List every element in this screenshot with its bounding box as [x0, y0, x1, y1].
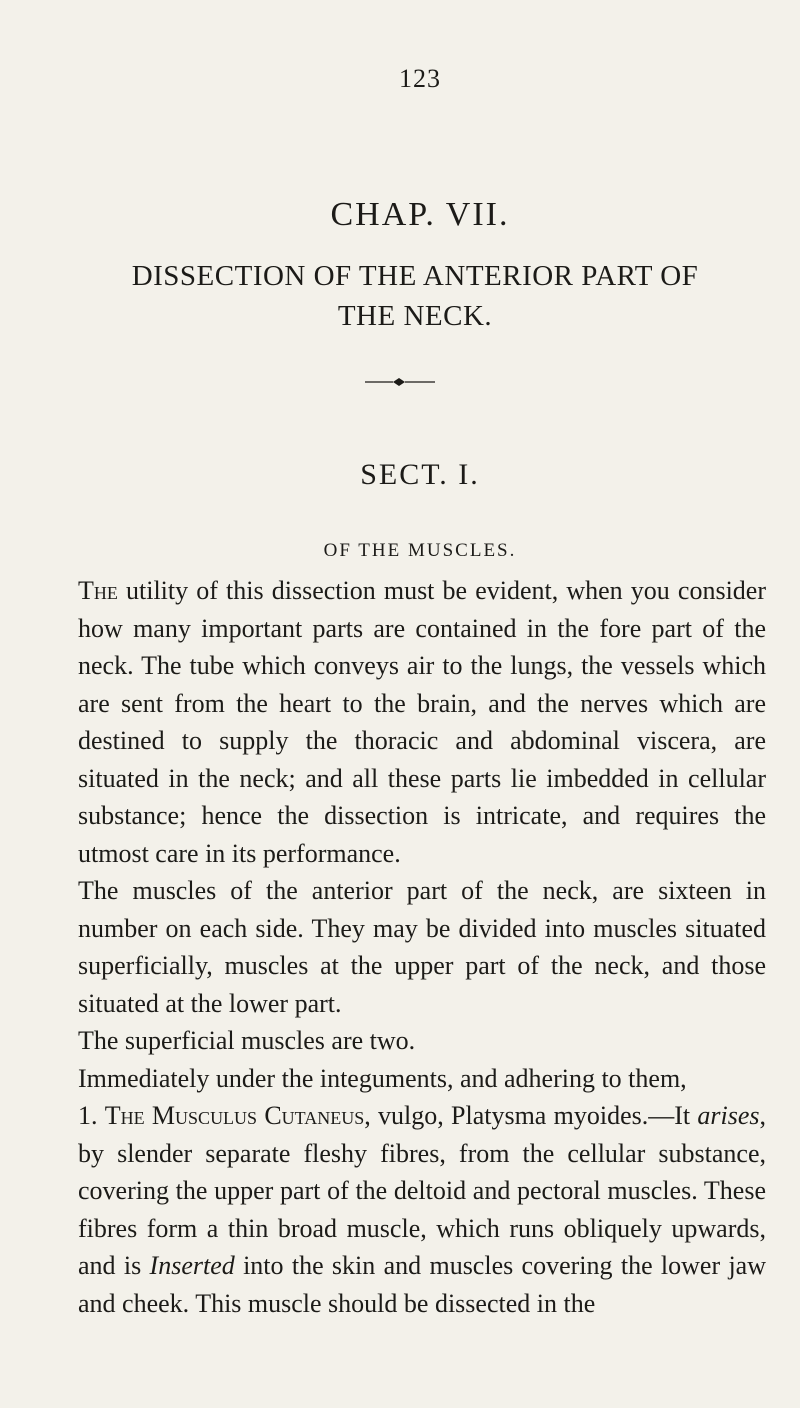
- paragraph-5-arises: arises: [697, 1101, 760, 1130]
- paragraph-1-text: utility of this dissection must be evident, when you consider how many important parts are contained in the fore part of the neck. The tube which conveys air to the lungs, the vessels which are sent from the heart to the brain, and the nerves which are destined to supply the thoracic and abdominal viscera, are situated in the neck; and all these parts lie imbedded in cellular substance; hence the dissection is intricate, and requires the utmost care in its performance.: [78, 576, 766, 868]
- chapter-title-line-2: THE NECK.: [337, 300, 493, 332]
- paragraph-5-text-b: , by slender separate fleshy fibres, from the cellular substance, covering the upper part of the deltoid and pectoral muscles. These fibres form a thin broad muscle, which runs obliquely upwards, and is: [78, 1101, 767, 1280]
- paragraph-3: The superficial muscles are two.: [78, 1026, 416, 1055]
- chapter-title-line-1: DISSECTION OF THE ANTERIOR PART OF: [131, 260, 699, 292]
- paragraph-2: The muscles of the anterior part of the neck, are sixteen in number on each side. They may be divided into muscles situated superficially, muscles at the upper part of the neck, and those situated at the lower part.: [78, 876, 766, 1018]
- page-number: 123: [399, 64, 441, 93]
- paragraph-1: [78, 572, 766, 872]
- paragraph-5-text-c: into the skin and muscles covering the lower jaw and cheek. This muscle should be dissected in the: [78, 1251, 766, 1318]
- section-heading: SECT. I.: [360, 458, 480, 491]
- paragraph-5-inserted: Inserted: [149, 1251, 235, 1280]
- chapter-heading: CHAP. VII.: [330, 196, 510, 233]
- paragraph-5-muscle-name: The Musculus Cutaneus: [104, 1101, 365, 1130]
- paragraph-5: [78, 1097, 766, 1322]
- paragraph-4: Immediately under the integuments, and adhering to them,: [78, 1063, 687, 1093]
- chapter-title: [80, 256, 750, 336]
- ornament-divider-icon: [365, 376, 435, 388]
- body-text: [78, 572, 766, 1322]
- paragraph-5-text-a: , vulgo, Platysma myoides.—It: [364, 1101, 698, 1130]
- paragraph-5-number: 1.: [78, 1101, 105, 1130]
- section-subtitle: OF THE MUSCLES.: [323, 540, 517, 561]
- paragraph-1-lead: The: [78, 576, 118, 605]
